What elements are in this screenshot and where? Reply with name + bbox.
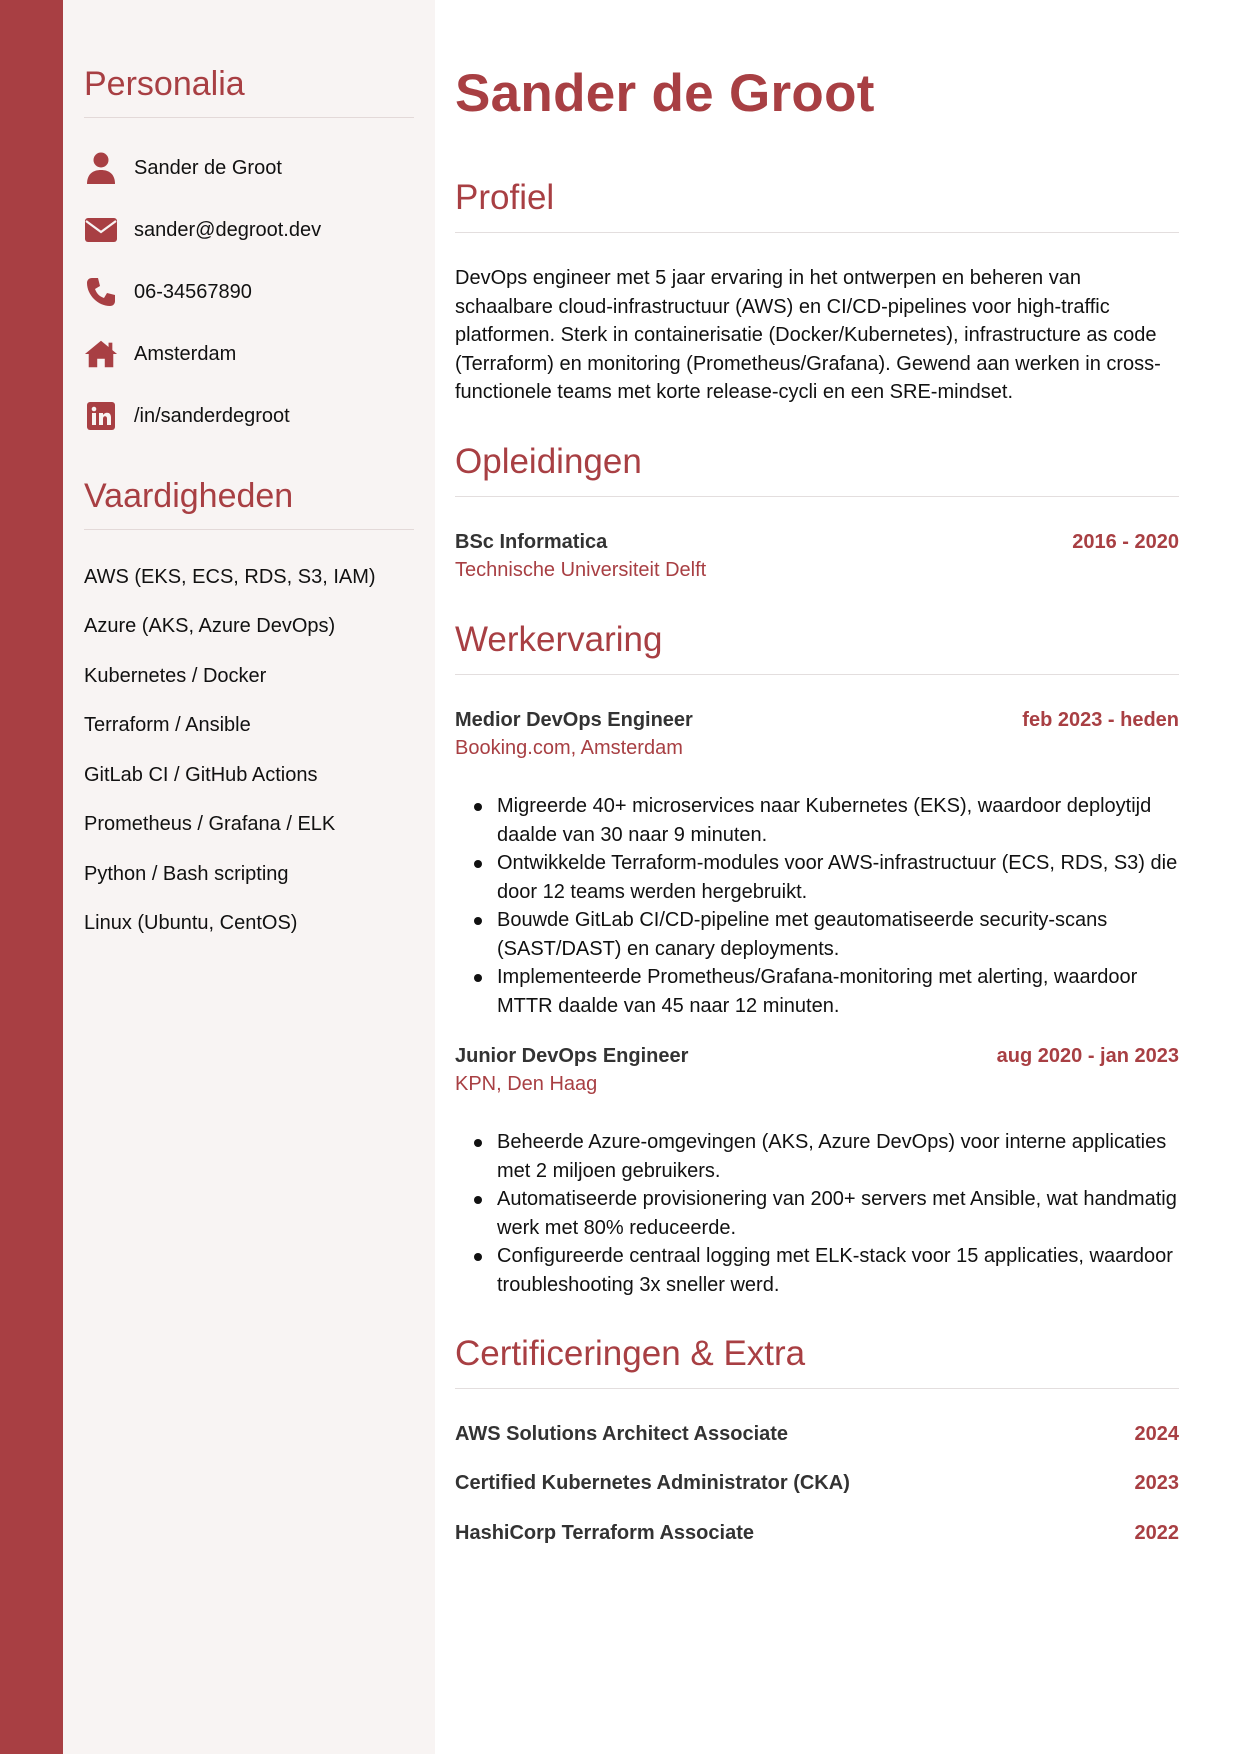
contact-location: [84, 338, 414, 370]
profile-text: DevOps engineer met 5 jaar ervaring in het ontwerpen en beheren van schaalbare cloud-infrastructuur (AWS) en CI/CD-pipelines voor high-traffic platformen. Sterk in containerisatie (Docker/Kubernetes), infrastructure as code (Terraform) en monitoring (Prometheus/Grafana). Gewend aan werken in cross-functionele teams met korte release-cycli en een SRE-mindset.: [455, 267, 1161, 404]
skill-item: Kubernetes / Docker: [84, 665, 267, 687]
list-item: Configureerde centraal logging met ELK-stack voor 15 applicaties, waardoor troubleshooting 3x sneller werd.: [497, 1242, 1179, 1299]
certification-year: 2024: [1134, 1423, 1179, 1445]
contact-email[interactable]: [84, 214, 414, 246]
contact-linkedin[interactable]: [84, 400, 414, 432]
experience-heading: Werkervaring: [455, 619, 1179, 675]
contact-location-text: Amsterdam: [134, 342, 237, 365]
certification-title: HashiCorp Terraform Associate: [455, 1522, 754, 1544]
job-company: Booking.com, Amsterdam: [455, 737, 683, 759]
certifications-heading: Certificeringen & Extra: [455, 1333, 1179, 1389]
skill-item: Terraform / Ansible: [84, 714, 251, 736]
accent-bar: [0, 0, 63, 1754]
linkedin-icon: [84, 400, 118, 432]
sidebar: [63, 0, 435, 1754]
profile-heading: Profiel: [455, 177, 1179, 233]
skill-item: Azure (AKS, Azure DevOps): [84, 615, 336, 637]
envelope-icon: [84, 214, 118, 246]
job-company: KPN, Den Haag: [455, 1073, 598, 1095]
user-icon: [84, 152, 118, 184]
personalia-heading: Personalia: [84, 64, 414, 118]
contact-linkedin-text[interactable]: /in/sanderdegroot: [134, 404, 290, 427]
skill-item: GitLab CI / GitHub Actions: [84, 764, 318, 786]
list-item: Ontwikkelde Terraform-modules voor AWS-infrastructuur (ECS, RDS, S3) die door 12 teams werden hergebruikt.: [497, 849, 1179, 906]
skill-item: Python / Bash scripting: [84, 863, 289, 885]
certification-year: 2022: [1134, 1522, 1179, 1544]
phone-icon: [84, 276, 118, 308]
certification-title: Certified Kubernetes Administrator (CKA): [455, 1472, 850, 1494]
contact-name-text: Sander de Groot: [134, 156, 282, 179]
job-date: feb 2023 - heden: [1022, 709, 1179, 731]
job-date: aug 2020 - jan 2023: [996, 1045, 1179, 1067]
contact-email-text[interactable]: sander@degroot.dev: [134, 218, 322, 241]
list-item: Beheerde Azure-omgevingen (AKS, Azure DevOps) voor interne applicaties met 2 miljoen gebruikers.: [497, 1128, 1179, 1185]
certification-year: 2023: [1134, 1472, 1179, 1494]
job-bullets: [455, 1128, 1179, 1299]
skill-item: AWS (EKS, ECS, RDS, S3, IAM): [84, 566, 376, 588]
candidate-name: Sander de Groot: [455, 64, 875, 123]
skill-item: Prometheus / Grafana / ELK: [84, 813, 336, 835]
contact-phone-text[interactable]: 06-34567890: [134, 280, 252, 303]
list-item: Implementeerde Prometheus/Grafana-monitoring met alerting, waardoor MTTR daalde van 45 naar 12 minuten.: [497, 963, 1179, 1020]
certification-title: AWS Solutions Architect Associate: [455, 1423, 789, 1445]
list-item: Bouwde GitLab CI/CD-pipeline met geautomatiseerde security-scans (SAST/DAST) en canary deployments.: [497, 906, 1179, 963]
education-degree: BSc Informatica: [455, 531, 608, 553]
job-title: Junior DevOps Engineer: [455, 1045, 689, 1067]
contact-phone[interactable]: [84, 276, 414, 308]
skill-item: Linux (Ubuntu, CentOS): [84, 912, 298, 934]
list-item: Migreerde 40+ microservices naar Kubernetes (EKS), waardoor deploytijd daalde van 30 naar 9 minuten.: [497, 792, 1179, 849]
education-heading: Opleidingen: [455, 441, 1179, 497]
job-bullets: [455, 792, 1179, 1020]
home-icon: [84, 338, 118, 370]
contact-name: [84, 152, 414, 184]
education-date: 2016 - 2020: [1072, 531, 1179, 553]
skills-heading: Vaardigheden: [84, 476, 414, 530]
education-institution: Technische Universiteit Delft: [455, 559, 707, 581]
list-item: Automatiseerde provisionering van 200+ servers met Ansible, wat handmatig werk met 80% reduceerde.: [497, 1185, 1179, 1242]
job-title: Medior DevOps Engineer: [455, 709, 693, 731]
